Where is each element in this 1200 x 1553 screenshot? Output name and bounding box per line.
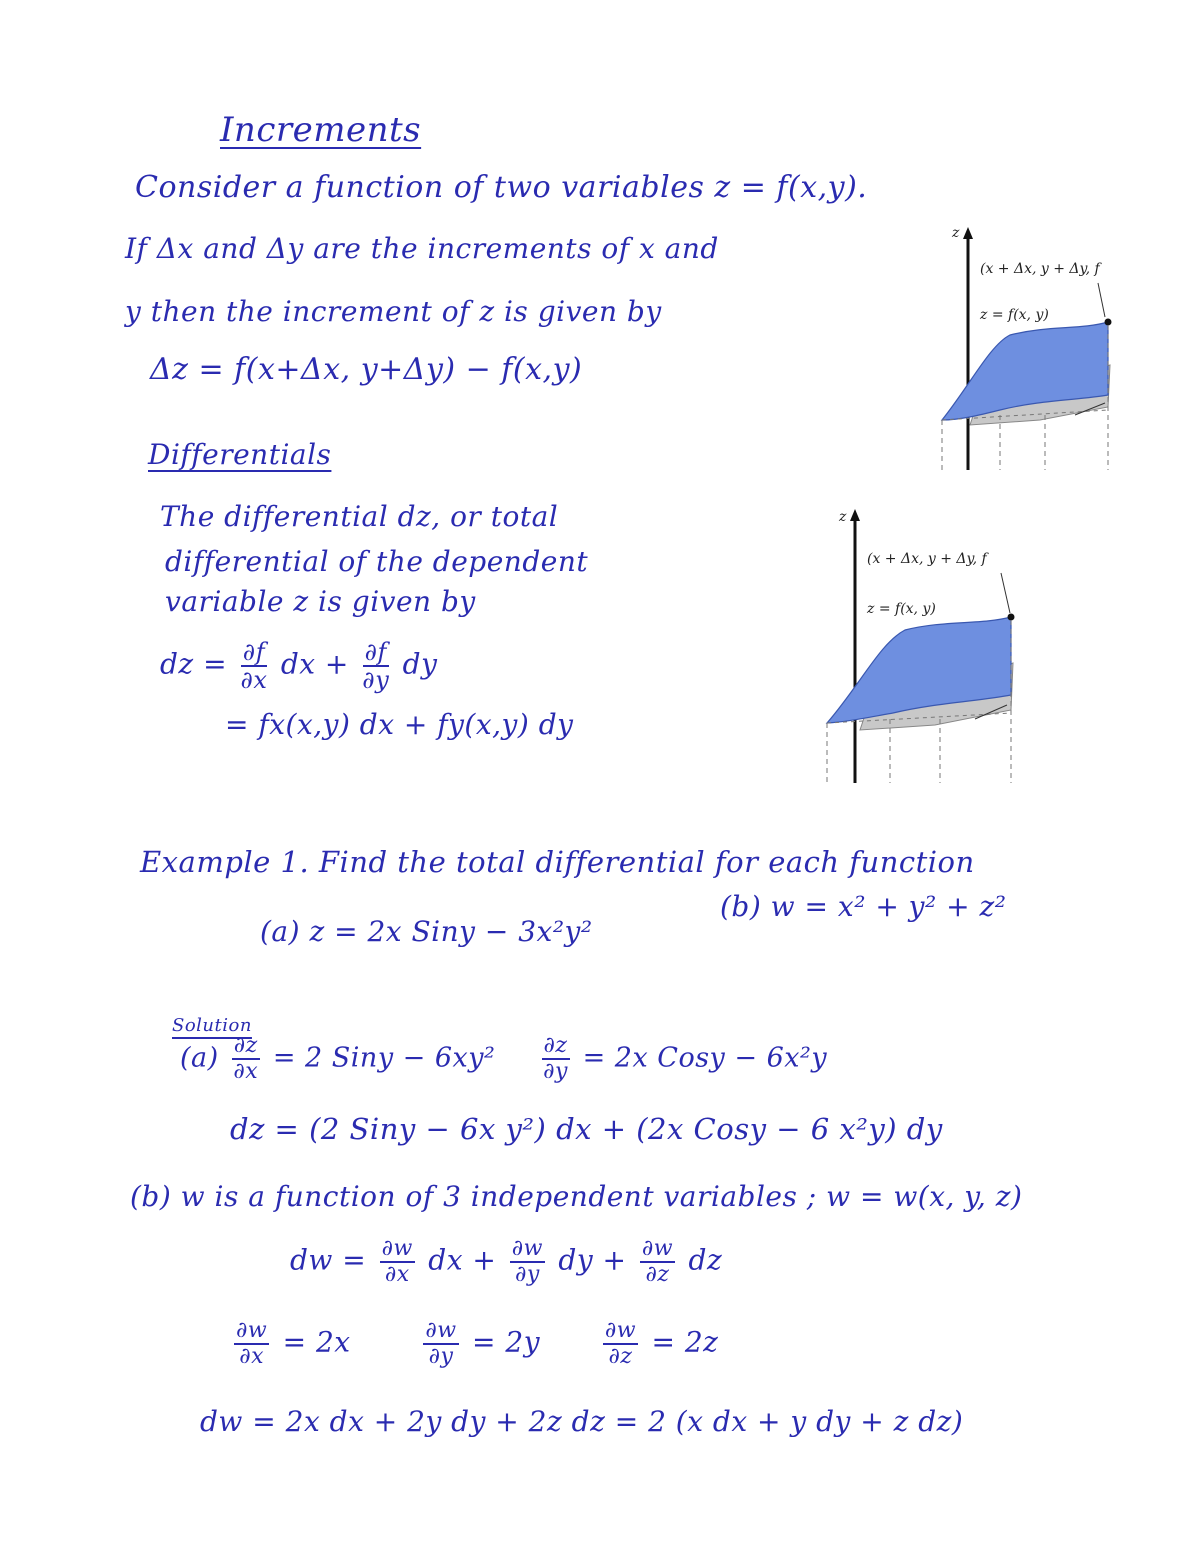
partial-f-y (362, 640, 389, 692)
frac-num: ∂w (425, 1318, 457, 1343)
dw-lhs: dw = (290, 1243, 367, 1277)
increment-formula: Δz = f(x+Δx, y+Δy) − f(x,y) (150, 352, 583, 387)
pointer-line (1098, 283, 1105, 317)
partial-w-y (423, 1320, 458, 1368)
frac-num: ∂f (242, 638, 266, 666)
differentials-line-1: The differential dz, or total (160, 500, 559, 533)
partial-w-z (640, 1238, 675, 1286)
point-label: (x + Δx, y + Δy, f (980, 261, 1100, 277)
solution-b-partials (230, 1320, 718, 1368)
frac-den: ∂y (514, 1262, 540, 1287)
frac-den: ∂y (543, 1059, 568, 1084)
dx-term: dx + (280, 647, 349, 681)
example-part-a: (a) z = 2x Siny − 3x²y² (260, 915, 593, 948)
dz-lhs: dz = (160, 647, 228, 681)
dy-term: dy (402, 647, 438, 681)
frac-den: ∂x (239, 1344, 264, 1369)
frac-num: ∂w (381, 1236, 413, 1261)
z-axis-label: z (839, 509, 847, 525)
solution-a-partials (180, 1035, 827, 1083)
dy-term: dy + (558, 1243, 627, 1277)
frac-den: ∂y (362, 666, 390, 694)
frac-den: ∂x (233, 1059, 259, 1084)
frac-num: ∂f (364, 638, 387, 666)
solution-heading: Solution (172, 1015, 252, 1036)
partial-w-z (603, 1320, 638, 1368)
dx-term: dx + (428, 1243, 497, 1277)
partial-w-x (234, 1320, 269, 1368)
surface-figure-bottom (815, 505, 1035, 785)
surface-label: z = f(x, y) (980, 307, 1049, 323)
frac-num: ∂w (641, 1236, 674, 1261)
example-title: Example 1. Find the total differential for each function (140, 845, 975, 879)
differentials-heading: Differentials (148, 438, 332, 471)
page-title: Increments (220, 110, 422, 150)
frac-num: ∂z (543, 1033, 568, 1058)
frac-den: ∂x (384, 1262, 410, 1287)
frac-den: ∂z (645, 1262, 670, 1287)
frac-num: ∂w (604, 1318, 637, 1343)
partial-z-x (232, 1035, 260, 1083)
surface-point (1008, 614, 1015, 621)
increments-line-2: If Δx and Δy are the increments of x and (125, 232, 719, 265)
frac-den: ∂x (240, 666, 268, 694)
z-axis-arrow (850, 509, 860, 521)
frac-num: ∂w (236, 1318, 268, 1343)
frac-den: ∂z (608, 1344, 633, 1369)
partial-w-y-value: = 2y (472, 1325, 541, 1359)
partial-w-x (380, 1238, 415, 1286)
part-a-label: (a) (180, 1042, 219, 1074)
frac-den: ∂y (428, 1344, 454, 1369)
solution-b-dw (290, 1238, 722, 1286)
frac-num: ∂z (233, 1033, 258, 1058)
differentials-line-2: differential of the dependent (165, 545, 589, 578)
partial-w-y (510, 1238, 545, 1286)
solution-a-dz: dz = (2 Siny − 6x y²) dx + (2x Cosy − 6 x²y) dy (230, 1112, 943, 1146)
partial-w-z-value: = 2z (651, 1325, 719, 1359)
partial-w-x-value: = 2x (282, 1325, 351, 1359)
solution-b-final: dw = 2x dx + 2y dy + 2z dz = 2 (x dx + y dy + z dz) (200, 1405, 964, 1438)
dz-term: dz (688, 1243, 723, 1277)
surface-label: z = f(x, y) (867, 601, 936, 617)
z-axis-label: z (952, 225, 960, 241)
frac-num: ∂w (511, 1236, 543, 1261)
partial-z-y-value: = 2x Cosy − 6x²y (582, 1042, 828, 1074)
increments-line-1: Consider a function of two variables z = f(x,y). (135, 170, 868, 205)
point-label: (x + Δx, y + Δy, f (867, 551, 987, 567)
example-part-b: (b) w = x² + y² + z² (720, 890, 1007, 923)
pointer-line (1001, 573, 1010, 613)
surface-figure-top (930, 225, 1130, 475)
partial-z-x-value: = 2 Siny − 6xy² (272, 1042, 496, 1074)
partial-f-x (240, 640, 267, 692)
partial-z-y (542, 1035, 570, 1083)
z-axis-arrow (963, 227, 973, 239)
solution-b-text: (b) w is a function of 3 independent variables ; w = w(x, y, z) (130, 1180, 1023, 1213)
increments-line-3: y then the increment of z is given by (125, 295, 662, 328)
differentials-line-3: variable z is given by (165, 585, 476, 618)
surface-point (1105, 319, 1112, 326)
total-differential-formula-2: = fx(x,y) dx + fy(x,y) dy (225, 708, 574, 741)
total-differential-formula (160, 640, 437, 692)
